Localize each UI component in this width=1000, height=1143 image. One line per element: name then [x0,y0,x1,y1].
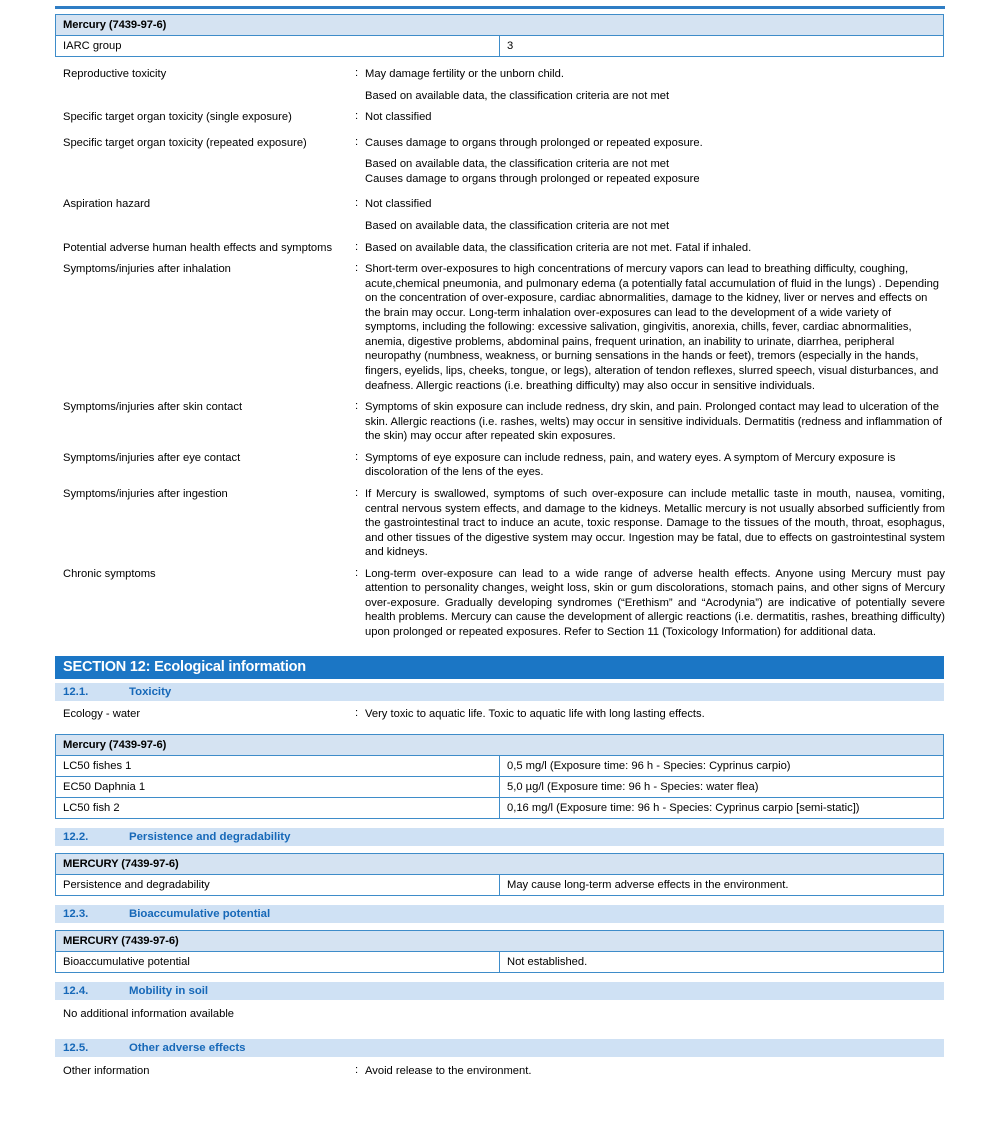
row-colon: : [355,1064,359,1077]
spacer [55,125,945,136]
spacer [55,444,945,451]
toxicity-table [55,734,944,819]
row-colon: : [355,486,359,499]
spacer [55,721,945,734]
row-symptoms-ingestion [55,487,945,560]
spacer [55,1057,945,1064]
row-label: Aspiration hazard [63,198,151,211]
subsection-title: Toxicity [129,685,172,698]
subsection-12-3 [55,905,944,923]
row-label: EC50 Daphnia 1 [56,777,500,798]
spacer [55,186,945,197]
subsection-12-2 [55,828,944,846]
substance-name-header: Mercury (7439-97-6) [56,15,944,36]
spacer [55,255,945,262]
row-value: Very toxic to aquatic life. Toxic to aquatic life with long lasting effects. [365,707,705,720]
subsection-12-1 [55,683,944,701]
row-value: 3 [500,36,944,57]
spacer [55,560,945,567]
table-header-row [56,931,944,952]
spacer [55,1022,945,1039]
spacer [55,234,945,241]
row-ecology-water [55,707,945,722]
row-value: May cause long-term adverse effects in the environment. [500,875,944,896]
row-label: Symptoms/injuries after eye contact [63,451,241,464]
table-header-row [56,15,944,36]
spacer [55,640,945,656]
row-label: IARC group [56,36,500,57]
subsection-number: 12.1. [63,685,89,698]
row-label: Specific target organ toxicity (repeated exposure) [63,136,307,149]
subsection-title: Persistence and degradability [129,831,291,844]
row-colon: : [355,450,359,463]
row-colon: : [355,262,359,275]
row-symptoms-eye-contact [55,451,945,480]
table-row [56,756,944,777]
row-value: Causes damage to organs through prolonged or repeated exposure. [365,136,703,149]
subsection-title: Mobility in soil [129,985,209,998]
row-value: Short-term over-exposures to high concentrations of mercury vapors can lead to breathing difficulty, coughing, acute,chemical pneumonia, and pulmonary edema (a potentially fatal accumulation of fluid in the lungs) . Depending on the concentration of over-exposure, cardiac abnormalities, damage to the kidney, liver or nerves and effects on the brain may occur. Long-term inhalation over-exposures can lead to the development of a wide variety of symptoms, including the following: excessive salivation, gingivitis, anorexia, chills, fever, cardiac abnormalities, anemia, digestive problems, abdominal pains, frequent urination, an inability to urinate, diarrhea, peripheral neuropathy (numbness, weakness, or burning sensations in the hands or feet), tremors (especially in the hands, fingers, eyelids, lips, cheeks, tongue, or legs), alteration of tendon reflexes, slurred speech, visual disturbances, and deafness. Allergic reactions (i.e. breathing difficulty) may also occur in sensitive individuals. [365,263,940,392]
row-label: Persistence and degradability [56,875,500,896]
substance-name-header: MERCURY (7439-97-6) [56,854,944,875]
row-value: Not classified [365,111,432,124]
row-colon: : [355,67,359,79]
row-label: Symptoms/injuries after inhalation [63,263,231,276]
row-value: Based on available data, the classification criteria are not met. Fatal if inhaled. [365,241,752,254]
row-label: Chronic symptoms [63,567,156,580]
row-chronic-symptoms [55,567,945,640]
row-label: LC50 fishes 1 [56,756,500,777]
row-colon: : [355,566,359,579]
row-label: LC50 fish 2 [56,798,500,819]
row-colon: : [355,400,359,413]
spacer [55,60,945,67]
substance-name-header: Mercury (7439-97-6) [56,735,944,756]
mobility-note: No additional information available [63,1008,235,1021]
row-label: Symptoms/injuries after skin contact [63,401,243,414]
spacer [55,1000,945,1007]
row-potential-adverse-effects [55,241,945,256]
row-value-extra: Based on available data, the classification criteria are not met [365,89,670,102]
row-colon: : [355,135,359,148]
table-row [56,952,944,973]
top-divider-rule [55,6,945,9]
row-value: Not established. [500,952,944,973]
spacer [55,150,945,157]
row-value-extra: Based on available data, the classification criteria are not met [365,158,670,171]
row-reproductive-toxicity [55,67,945,82]
table-row [56,36,944,57]
row-value: Avoid release to the environment. [365,1065,532,1078]
row-label: Ecology - water [63,707,141,720]
sds-page [0,6,1000,1143]
row-symptoms-skin-contact [55,400,945,444]
row-label: Bioaccumulative potential [56,952,500,973]
spacer [55,212,945,219]
persistence-table [55,853,944,896]
table-header-row [56,735,944,756]
row-label: Specific target organ toxicity (single exposure) [63,111,292,124]
table-header-row [56,854,944,875]
row-stot-repeated [55,136,945,151]
row-colon: : [355,197,359,210]
row-aspiration-hazard [55,197,945,212]
spacer [55,846,945,853]
bioaccumulative-table [55,930,944,973]
subsection-number: 12.5. [63,1042,89,1055]
section-12-banner: SECTION 12: Ecological information [55,656,944,679]
table-row [56,777,944,798]
spacer [55,923,945,930]
row-value: 5,0 µg/l (Exposure time: 96 h - Species: water flea) [500,777,944,798]
spacer [55,393,945,400]
row-colon: : [355,706,359,719]
row-value: Not classified [365,198,432,211]
spacer [55,103,945,110]
iarc-table [55,14,944,57]
subsection-title: Bioaccumulative potential [129,908,271,921]
row-label: Potential adverse human health effects and symptoms [63,241,333,254]
subsection-title: Other adverse effects [129,1042,246,1055]
row-stot-single [55,110,945,125]
row-label: Symptoms/injuries after ingestion [63,487,228,500]
subsection-number: 12.3. [63,908,89,921]
substance-name-header: MERCURY (7439-97-6) [56,931,944,952]
table-row [56,798,944,819]
spacer [55,82,945,89]
row-other-information [55,1064,945,1079]
row-value: Long-term over-exposure can lead to a wide range of adverse health effects. Anyone using Mercury must pay attention to personality changes, weight loss, skin or gum discolorations, stomach pains, and other signs of Mercury over-exposure. Gradually developing syndromes (“Erethism” and “Acrodynia”) are indicative of potentially severe health problems. Mercury can cause the development of allergic reactions (i.e. dermatitis, rashes, breathing difficulty) upon prolonged or repeated exposures. Refer to Section 11 (Toxicology Information) for additional data. [365,567,945,638]
row-value: 0,16 mg/l (Exposure time: 96 h - Species: Cyprinus carpio [semi-static]) [500,798,944,819]
subsection-number: 12.4. [63,985,89,998]
table-row [56,875,944,896]
row-colon: : [355,240,359,253]
subsection-12-5 [55,1039,944,1057]
row-value-extra: Causes damage to organs through prolonged or repeated exposure [365,172,700,185]
row-value: 0,5 mg/l (Exposure time: 96 h - Species: Cyprinus carpio) [500,756,944,777]
spacer [55,480,945,487]
row-symptoms-inhalation [55,262,945,393]
row-value: If Mercury is swallowed, symptoms of such over-exposure can include metallic taste in mouth, nausea, vomiting, central nervous system effects, and damage to the kidneys. Metallic mercury is not usually absorbed sufficiently from the gastrointestinal tract to induce an acute, toxic response. Damage to the tissues of the mouth, throat, esophagus, and other tissues of the digestive system may occur. Ingestion may be fatal, due to effects on gastrointestinal system and kidneys. [365,487,945,559]
row-value-extra: Based on available data, the classification criteria are not met [365,219,670,232]
row-label: Other information [63,1065,150,1078]
subsection-12-4 [55,982,944,1000]
row-value: May damage fertility or the unborn child. [365,68,564,80]
subsection-number: 12.2. [63,831,89,844]
row-value: Symptoms of skin exposure can include redness, dry skin, and pain. Prolonged contact may lead to ulceration of the skin. Allergic reactions (i.e. rashes, welts) may occur in sensitive individuals. Dermatitis (redness and inflammation of the skin) may occur after repeated skin exposures. [365,401,943,443]
row-colon: : [355,110,359,123]
row-value: Symptoms of eye exposure can include redness, pain, and watery eyes. A symptom of Mercury exposure is discoloration of the lens of the eyes. [365,451,896,479]
row-label: Reproductive toxicity [63,68,167,80]
